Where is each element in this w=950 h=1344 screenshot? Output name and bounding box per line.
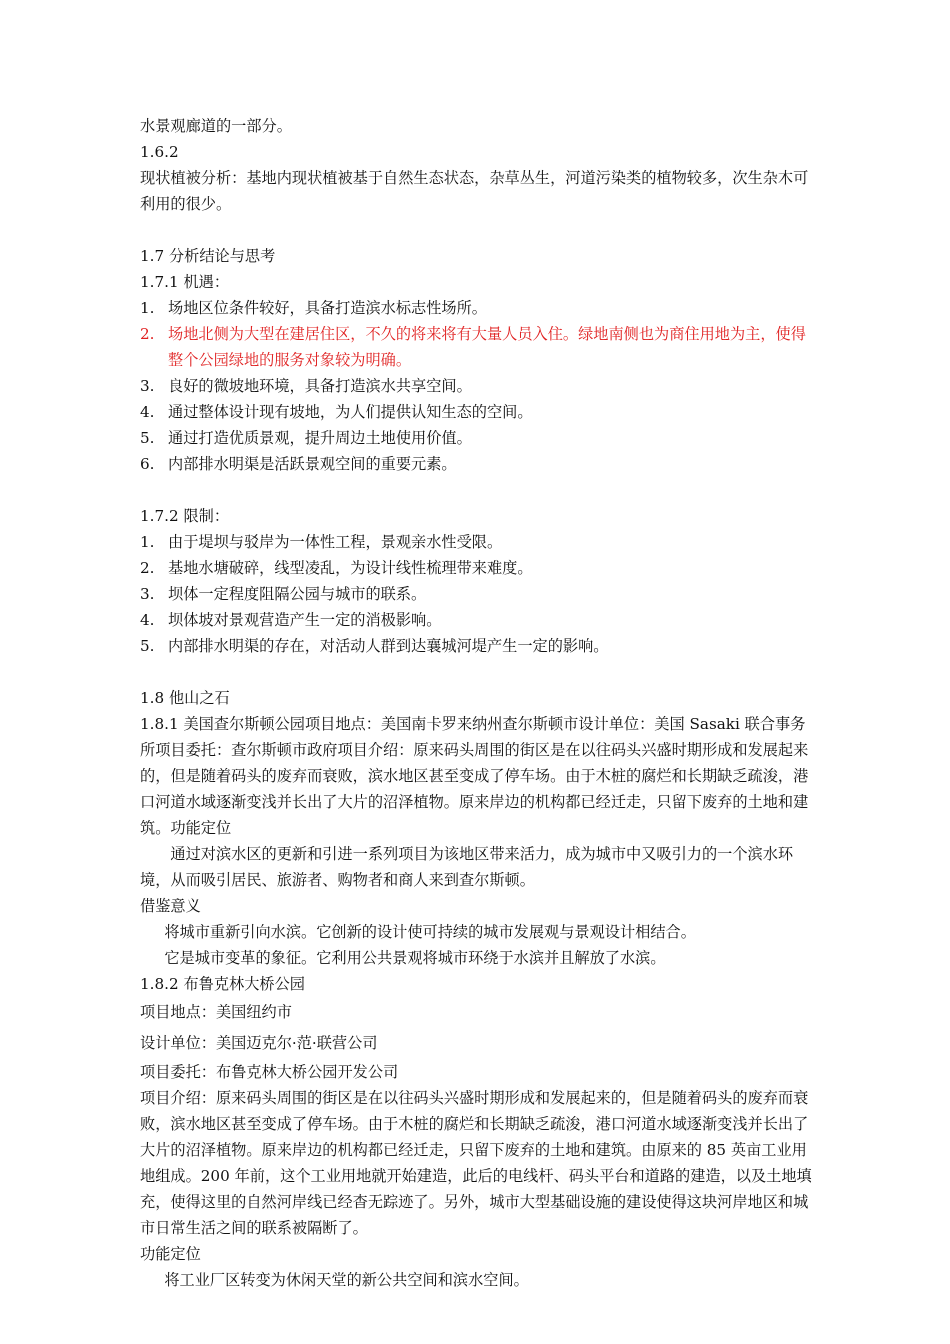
significance-paragraph-2: 它是城市变革的象征。它利用公共景观将城市环绕于水滨并且解放了水滨。: [164, 949, 666, 967]
list-item: [140, 425, 820, 451]
list-item-text: 坝体一定程度阻隔公园与城市的联系。: [168, 585, 427, 603]
list-item: [140, 581, 820, 607]
significance-heading: 借鉴意义: [140, 897, 201, 915]
section-1-6-2-heading: 1.6.2: [140, 143, 179, 161]
list-number: 2.: [140, 325, 155, 343]
list-item-highlighted: [140, 321, 820, 373]
list-number: 5.: [140, 429, 155, 447]
list-item: [140, 633, 820, 659]
list-item-text: 良好的微坡地环境，具备打造滨水共享空间。: [168, 377, 472, 395]
list-item-text: 内部排水明渠是活跃景观空间的重要元素。: [168, 455, 457, 473]
charleston-intro-paragraph: 1.8.1 美国查尔斯顿公园项目地点：美国南卡罗来纳州查尔斯顿市设计单位：美国 Sasaki 联合事务所项目委托：查尔斯顿市政府项目介绍：原来码头周围的街区是在以往码头兴盛时期形成和发展起来的，但是随着码头的废弃而衰败，滨水地区甚至变成了停车场。由于木桩的腐烂和长期缺乏疏浚，港口河道水域逐渐变浅并长出了大片的沼泽植物。原来岸边的机构都已经迁走，只留下废弃的土地和建筑。功能定位: [140, 715, 809, 837]
list-number: 2.: [140, 559, 155, 577]
list-item-text: 场地区位条件较好，具备打造滨水标志性场所。: [168, 299, 487, 317]
list-item-text: 基地水塘破碎，线型凌乱，为设计线性梳理带来难度。: [168, 559, 533, 577]
list-number: 1.: [140, 533, 155, 551]
list-number: 1.: [140, 299, 155, 317]
list-item-text: 通过整体设计现有坡地，为人们提供认知生态的空间。: [168, 403, 533, 421]
list-number: 3.: [140, 377, 155, 395]
section-1-7-2-heading: 1.7.2 限制：: [140, 507, 230, 525]
function-heading: 功能定位: [140, 1245, 201, 1263]
list-item-text: 场地北侧为大型在建居住区，不久的将来将有大量人员入住。绿地南侧也为商住用地为主，使得整个公园绿地的服务对象较为明确。: [168, 325, 806, 369]
continued-text: 水景观廊道的一部分。: [140, 117, 292, 135]
brooklyn-function-paragraph: 将工业厂区转变为休闲天堂的新公共空间和滨水空间。: [164, 1271, 529, 1289]
project-designer: 设计单位：美国迈克尔·范·联营公司: [140, 1034, 378, 1052]
spacer: [140, 477, 820, 503]
section-1-7-1-heading: 1.7.1 机遇：: [140, 273, 230, 291]
significance-paragraph-1: 将城市重新引向水滨。它创新的设计使可持续的城市发展观与景观设计相结合。: [164, 923, 696, 941]
list-item: [140, 451, 820, 477]
list-item-text: 通过打造优质景观，提升周边土地使用价值。: [168, 429, 472, 447]
list-item: [140, 373, 820, 399]
section-1-7-heading: 1.7 分析结论与思考: [140, 247, 276, 265]
list-item: [140, 555, 820, 581]
opportunities-list: [140, 295, 820, 477]
limitations-list: [140, 529, 820, 659]
list-number: 4.: [140, 403, 155, 421]
list-item: [140, 529, 820, 555]
list-item: [140, 607, 820, 633]
list-number: 3.: [140, 585, 155, 603]
project-location: 项目地点：美国纽约市: [140, 1003, 292, 1021]
list-number: 5.: [140, 637, 155, 655]
section-1-8-heading: 1.8 他山之石: [140, 689, 230, 707]
document-page: [140, 113, 820, 1293]
list-item-text: 由于堤坝与驳岸为一体性工程，景观亲水性受限。: [168, 533, 503, 551]
charleston-function-paragraph: 通过对滨水区的更新和引进一系列项目为该地区带来活力，成为城市中又吸引力的一个滨水环境，从而吸引居民、旅游者、购物者和商人来到查尔斯顿。: [140, 845, 794, 889]
list-item: [140, 295, 820, 321]
list-item-text: 内部排水明渠的存在，对活动人群到达襄城河堤产生一定的影响。: [168, 637, 609, 655]
brooklyn-intro-paragraph: 项目介绍：原来码头周围的街区是在以往码头兴盛时期形成和发展起来的，但是随着码头的废弃而衰败，滨水地区甚至变成了停车场。由于木桩的腐烂和长期缺乏疏浚，港口河道水域逐渐变浅并长出了大片的沼泽植物。原来岸边的机构都已经迁走，只留下废弃的土地和建筑。由原来的 85 英亩工业用地组成。200 年前，这个工业用地就开始建造，此后的电线杆、码头平台和道路的建造，以及土地填充，使得这里的自然河岸线已经杳无踪迹了。另外，城市大型基础设施的建设使得这块河岸地区和城市日常生活之间的联系被隔断了。: [140, 1089, 812, 1237]
list-item-text: 坝体坡对景观营造产生一定的消极影响。: [168, 611, 442, 629]
list-number: 4.: [140, 611, 155, 629]
spacer: [140, 659, 820, 685]
section-1-8-2-heading: 1.8.2 布鲁克林大桥公园: [140, 975, 305, 993]
vegetation-analysis-paragraph: 现状植被分析：基地内现状植被基于自然生态状态，杂草丛生，河道污染类的植物较多，次生杂木可利用的很少。: [140, 169, 809, 213]
spacer: [140, 217, 820, 243]
list-number: 6.: [140, 455, 155, 473]
list-item: [140, 399, 820, 425]
project-client: 项目委托：布鲁克林大桥公园开发公司: [140, 1063, 399, 1081]
